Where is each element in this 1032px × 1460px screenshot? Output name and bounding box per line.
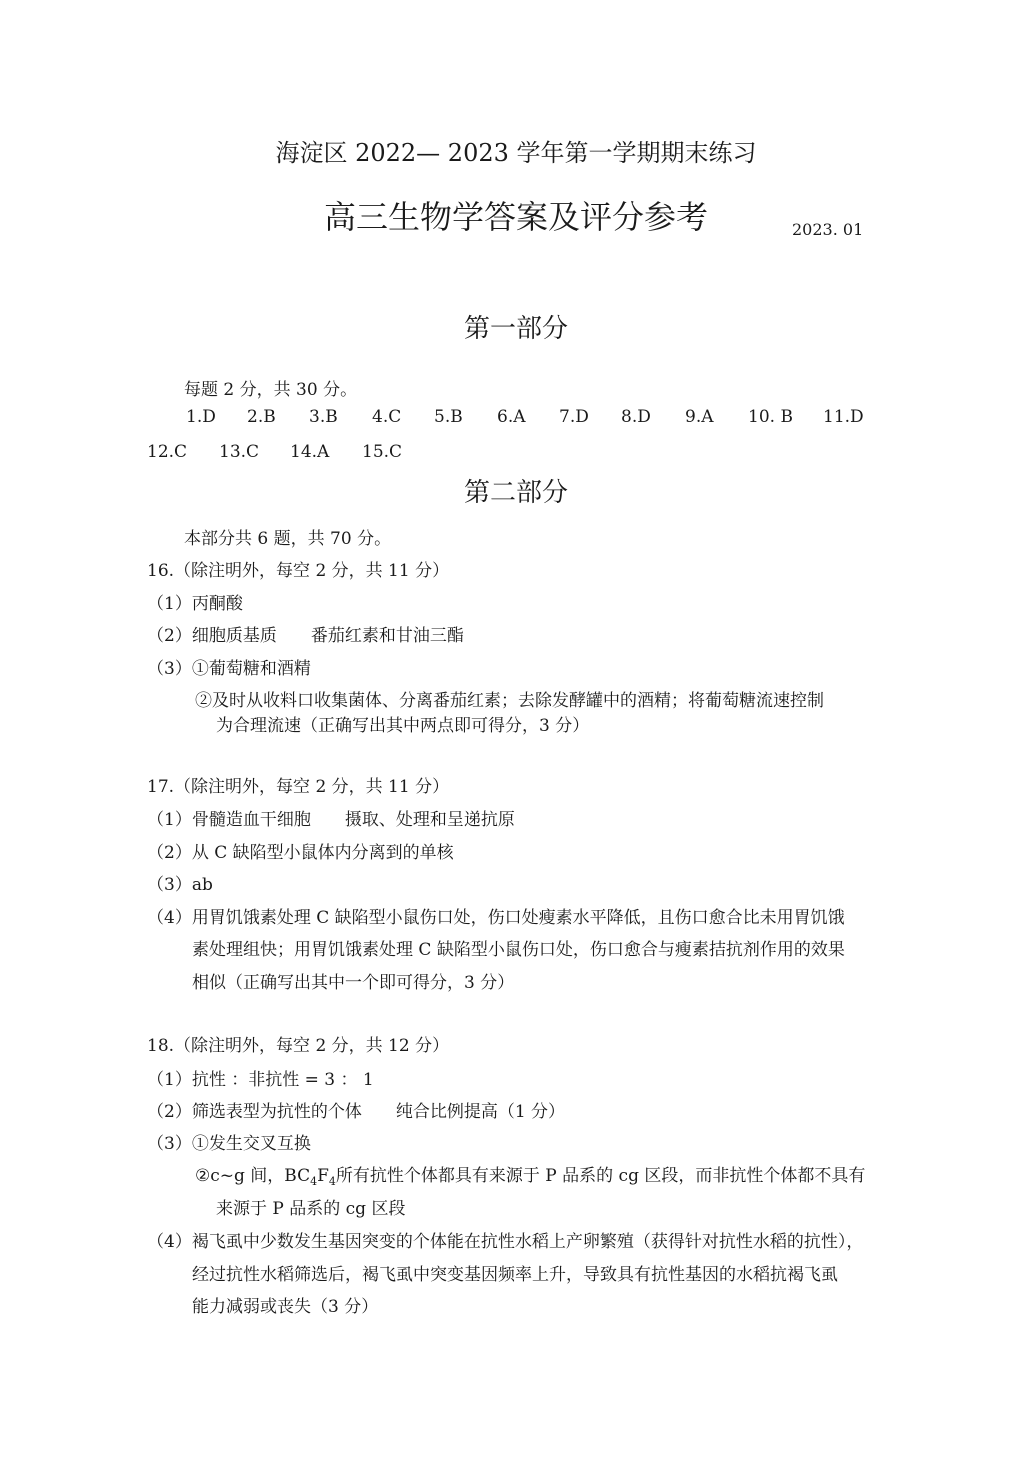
answer-text: ②c~g 间，BC xyxy=(195,1166,311,1186)
answer-line: （3）ab xyxy=(147,875,213,895)
answer-line: （3）①发生交叉互换 xyxy=(147,1134,311,1154)
answer-item: 15.C xyxy=(362,442,403,462)
answer-line: （4）褐飞虱中少数发生基因突变的个体能在抗性水稻上产卵繁殖（获得针对抗性水稻的抗性）， xyxy=(147,1232,864,1252)
answer-item: 4.C xyxy=(372,407,402,427)
question-title: 17.（除注明外，每空 2 分，共 11 分） xyxy=(147,777,450,797)
answer-line: 为合理流速（正确写出其中两点即可得分，3 分） xyxy=(216,716,590,736)
question-title: 16.（除注明外，每空 2 分，共 11 分） xyxy=(147,561,450,581)
page-title: 海淀区 2022— 2023 学年第一学期期末练习 xyxy=(275,139,757,167)
answer-line: 来源于 P 品系的 cg 区段 xyxy=(216,1199,406,1219)
answer-line: （4）用胃饥饿素处理 C 缺陷型小鼠伤口处，伤口处瘦素水平降低，且伤口愈合比未用胃饥饿 xyxy=(147,908,845,928)
part1-note: 每题 2 分，共 30 分。 xyxy=(184,380,358,400)
answer-item: 7.D xyxy=(559,407,589,427)
answer-line: （1）丙酮酸 xyxy=(147,594,243,614)
answer-item: 6.A xyxy=(497,407,526,427)
subscript: 4 xyxy=(328,1175,336,1188)
answer-line: ②及时从收料口收集菌体、分离番茄红素；去除发酵罐中的酒精；将葡萄糖流速控制 xyxy=(195,691,824,711)
answer-item: 3.B xyxy=(309,407,338,427)
answer-line: （2）细胞质基质 番茄红素和甘油三酯 xyxy=(147,626,464,646)
answer-line: 能力减弱或丧失（3 分） xyxy=(192,1297,379,1317)
question-title: 18.（除注明外，每空 2 分，共 12 分） xyxy=(147,1036,450,1056)
answer-line: （1）抗性 ：非抗性 = 3 ： 1 xyxy=(147,1070,374,1090)
answer-item: 1.D xyxy=(186,407,216,427)
answer-item: 9.A xyxy=(685,407,714,427)
answer-item: 8.D xyxy=(621,407,651,427)
answer-text: 所有抗性个体都具有来源于 P 品系的 cg 区段，而非抗性个体都不具有 xyxy=(335,1166,866,1186)
part2-heading: 第二部分 xyxy=(463,478,568,508)
answer-item: 14.A xyxy=(290,442,330,462)
answer-text: F xyxy=(317,1166,329,1186)
answer-line: （3）①葡萄糖和酒精 xyxy=(147,659,311,679)
answer-item: 11.D xyxy=(823,407,864,427)
answer-item: 13.C xyxy=(219,442,260,462)
answer-item: 12.C xyxy=(147,442,188,462)
answer-line xyxy=(195,1161,865,1188)
answer-line: （1）骨髓造血干细胞 摄取、处理和呈递抗原 xyxy=(147,810,515,830)
answer-item: 2.B xyxy=(247,407,276,427)
answer-item: 5.B xyxy=(434,407,463,427)
answer-line: 素处理组快；用胃饥饿素处理 C 缺陷型小鼠伤口处，伤口愈合与瘦素拮抗剂作用的效果 xyxy=(192,940,845,960)
part1-heading: 第一部分 xyxy=(463,314,568,344)
page-subtitle: 高三生物学答案及评分参考 xyxy=(323,198,708,236)
part2-note: 本部分共 6 题，共 70 分。 xyxy=(184,529,392,549)
answer-line: 经过抗性水稻筛选后，褐飞虱中突变基因频率上升，导致具有抗性基因的水稻抗褐飞虱 xyxy=(192,1265,838,1285)
subscript: 4 xyxy=(310,1175,318,1188)
date-label: 2023. 01 xyxy=(792,220,864,239)
answer-line: 相似（正确写出其中一个即可得分，3 分） xyxy=(192,973,515,993)
answer-line: （2）从 C 缺陷型小鼠体内分离到的单核 xyxy=(147,843,454,863)
answer-item: 10. B xyxy=(748,407,793,427)
answer-line: （2）筛选表型为抗性的个体 纯合比例提高（1 分） xyxy=(147,1102,566,1122)
